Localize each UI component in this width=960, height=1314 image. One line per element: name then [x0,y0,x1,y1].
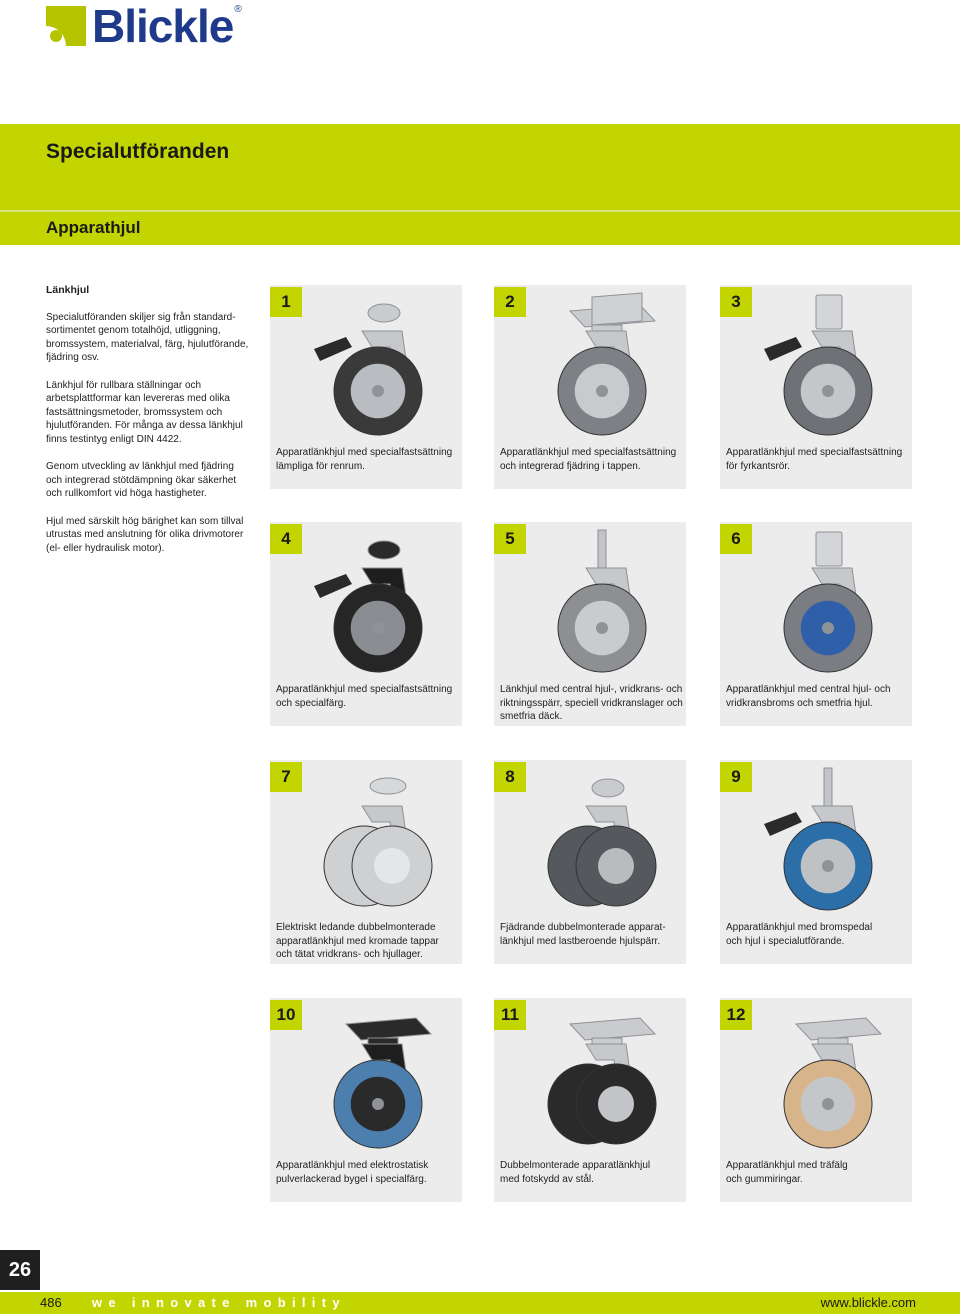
product-number-badge: 1 [270,287,302,317]
product-card [270,760,462,964]
product-caption: Dubbelmonterade apparatlänkhjul med fotskydd av stål. [500,1160,651,1185]
caster-wheel-image [306,766,456,916]
product-caption: Apparatlänkhjul med specialfastsättning lämpliga för renrum. [276,447,453,472]
footer-slogan: we innovate mobility [92,1295,346,1310]
product-card [494,998,686,1202]
product-number-badge: 7 [270,762,302,792]
product-card [494,522,686,726]
section-title-band [0,124,960,210]
product-caption: Elektriskt ledande dubbelmonterade apparatlänkhjul med kromade tappar och tätat vridkrans- och hjullager. [276,922,439,960]
caster-wheel-image [306,291,456,441]
intro-paragraph: Specialutföranden skiljer sig från standard- sortimentet genom totalhöjd, utliggning, bromssystem, materialval, färg, hjulutförande, fjädring osv. [46,311,249,364]
intro-paragraph: Genom utveckling av länkhjul med fjädring och integrerad stötdämpning ökar säkerhet och rullkomfort vid höga hastigheter. [46,461,237,500]
product-number-badge: 4 [270,524,302,554]
product-number-badge: 5 [494,524,526,554]
section-subtitle-band [0,210,960,245]
product-number-badge: 10 [270,1000,302,1030]
product-number-badge: 9 [720,762,752,792]
product-caption: Länkhjul med central hjul-, vridkrans- och riktningsspärr, speciell vridkranslager och smetfria däck. [500,684,683,722]
caster-wheel-image [756,528,906,678]
product-caption: Apparatlänkhjul med bromspedal och hjul i specialutförande. [726,922,873,947]
product-card [494,285,686,489]
chapter-tab: 26 [0,1250,40,1290]
intro-text [46,284,256,569]
product-caption: Apparatlänkhjul med elektrostatisk pulverlackerad bygel i specialfärg. [276,1160,429,1185]
logo-mark-icon [46,6,86,46]
intro-paragraph: Länkhjul för rullbara ställningar och arbetsplattformar kan levereras med olika fastsättningsmetoder, bromssystem och hjulutföranden. För många av dessa länkhjul finns testintyg enligt DIN 4422. [46,379,243,445]
product-caption: Apparatlänkhjul med specialfastsättning och integrerad fjädring i tappen. [500,447,677,472]
product-card [720,285,912,489]
product-caption: Apparatlänkhjul med central hjul- och vridkransbroms och smetfria hjul. [726,684,891,709]
caster-wheel-image [530,766,680,916]
page-number: 486 [40,1295,62,1310]
product-number-badge: 8 [494,762,526,792]
logo-wordmark: Blickle [92,0,234,52]
footer-url[interactable]: www.blickle.com [820,1295,916,1310]
page-title: Specialutföranden [46,140,230,163]
product-number-badge: 6 [720,524,752,554]
caster-wheel-image [756,291,906,441]
blickle-logo [46,0,242,52]
product-caption: Fjädrande dubbelmonterade apparat- länkhjul med lastberoende hjulspärr. [500,922,666,947]
product-number-badge: 11 [494,1000,526,1030]
caster-wheel-image [756,766,906,916]
product-number-badge: 2 [494,287,526,317]
logo-registered: ® [234,4,242,15]
product-number-badge: 3 [720,287,752,317]
caster-wheel-image [306,528,456,678]
product-card [270,998,462,1202]
caster-wheel-image [530,528,680,678]
product-caption: Apparatlänkhjul med specialfastsättning och specialfärg. [276,684,453,709]
caster-wheel-image [530,291,680,441]
product-caption: Apparatlänkhjul med träfälg och gummiringar. [726,1160,848,1185]
product-card [720,760,912,964]
product-number-badge: 12 [720,1000,752,1030]
page-subtitle: Apparathjul [46,218,141,237]
intro-paragraph: Hjul med särskilt hög bärighet kan som tillval utrustas med anslutning för olika drivmotorer (el- eller hydraulisk motor). [46,515,244,554]
caster-wheel-image [530,1004,680,1154]
product-card [270,285,462,489]
product-card [720,998,912,1202]
product-card [720,522,912,726]
caster-wheel-image [306,1004,456,1154]
product-card [494,760,686,964]
intro-heading: Länkhjul [46,284,90,296]
product-card [270,522,462,726]
product-caption: Apparatlänkhjul med specialfastsättning för fyrkantsrör. [726,447,903,472]
caster-wheel-image [756,1004,906,1154]
